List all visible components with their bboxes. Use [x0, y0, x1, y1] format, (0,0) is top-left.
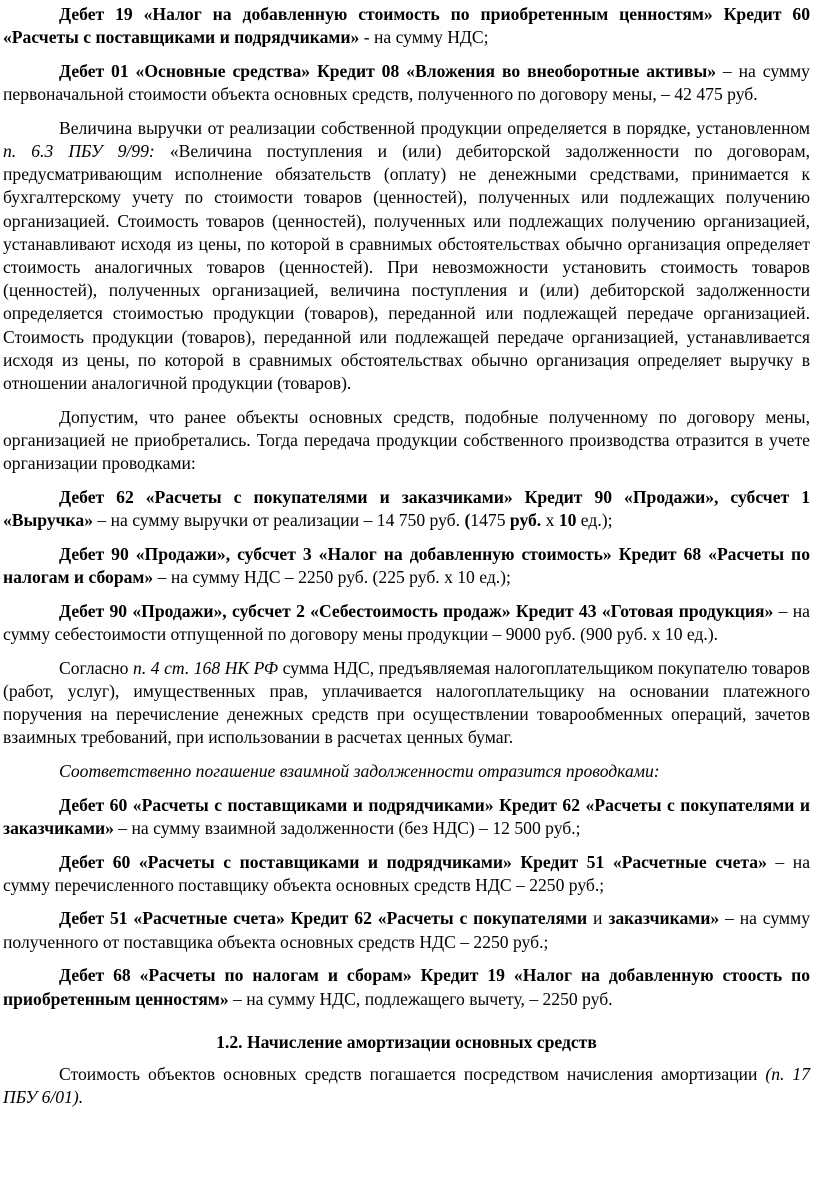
text-run: сумма НДС, предъявляемая налогоплательщиком покупателю товаров (работ, услуг), имущественных прав, уплачивается налогоплательщику на основании платежного поручения на перечисление денежных средств при осуществлении товарообменных операций, зачетов взаимных требований, при использовании в расчетах ценных бумаг.: [3, 657, 810, 748]
paragraph: [3, 794, 810, 840]
bold-text: Дебет 62 «Расчеты с покупателями и заказчиками» Кредит 90 «Продажи», субсчет 1 «Выручка»: [3, 486, 810, 531]
bold-text: Дебет 60 «Расчеты с поставщиками и подрядчиками» Кредит 62 «Расчеты с покупателями и заказчиками»: [3, 794, 810, 838]
italic-text: Соответственно погашение взаимной задолженности отразится проводками:: [59, 760, 660, 781]
text-run: ед.);: [576, 510, 613, 531]
italic-text: п. 4 ст. 168 НК РФ: [133, 657, 279, 678]
text-run: «Величина поступления и (или) дебиторской задолженности по договорам, предусматривающим исполнение обязательств (оплату) не денежными средствами, принимается к бухгалтерскому учету по стоимости товаров (ценностей), полученных или подлежащих получению организацией. Стоимость товаров (ценностей), полученных или подлежащих получению организацией, устанавливают исходя из цены, по которой в сравнимых обстоятельствах обычно организация определяет стоимость аналогичных товаров (ценностей). При невозможности установить стоимость товаров (ценностей), полученных организацией, величина поступления и (или) дебиторской задолженности определяется стоимостью продукции (товаров), переданной или подлежащей передаче организацией. Стоимость продукции (товаров), переданной или подлежащей передаче организацией, устанавливается исходя из цены, по которой в сравнимых обстоятельствах обычно организация определяет выручку в отношении аналогичной продукции (товаров).: [3, 141, 810, 394]
bold-text: Дебет 01 «Основные средства» Кредит 08 «Вложения во внеоборотные активы»: [59, 60, 717, 81]
text-run: – на сумму себестоимости отпущенной по договору мены продукции – 9000 руб. (900 руб. х 10 ед.).: [3, 600, 810, 644]
paragraph: [3, 486, 810, 532]
bold-text: Дебет 19 «Налог на добавленную стоимость по приобретенным ценностям» Кредит 60 «Расчеты с поставщиками и подрядчиками»: [3, 4, 810, 48]
bold-text: 10: [558, 510, 577, 531]
text-run: – на сумму взаимной задолженности (без НДС) – 12 500 руб.;: [113, 817, 581, 838]
text-run: – на сумму НДС, подлежащего вычету, – 2250 руб.: [228, 988, 613, 1009]
paragraph: [3, 657, 810, 750]
bold-text: Дебет 90 «Продажи», субсчет 2 «Себестоимость продаж» Кредит 43 «Готовая продукция»: [59, 600, 774, 621]
paragraph: [3, 964, 810, 1010]
paragraph: [3, 3, 810, 49]
bold-text: заказчиками»: [608, 908, 720, 929]
paragraph: [3, 60, 810, 106]
text-run: – на сумму полученного от поставщика объекта основных средств НДС – 2250 руб.;: [3, 908, 810, 952]
text-run: Согласно: [59, 657, 134, 678]
paragraph: [3, 760, 810, 783]
bold-text: Дебет 51 «Расчетные счета» Кредит 62 «Расчеты с покупателями: [59, 908, 588, 929]
text-run: 1475: [470, 510, 510, 531]
paragraph: [3, 600, 810, 646]
italic-text: (п. 17 ПБУ 6/01).: [3, 1063, 811, 1108]
text-run: х: [541, 510, 559, 531]
text-run: Величина выручки от реализации собственной продукции определяется в порядке, установленном: [59, 117, 810, 138]
text-run: – на сумму выручки от реализации – 14 750 руб.: [93, 510, 465, 531]
text-run: Стоимость объектов основных средств погашается посредством начисления амортизации: [59, 1063, 766, 1084]
text-run: – на сумму НДС – 2250 руб. (225 руб. х 10 ед.);: [153, 566, 511, 587]
bold-text: Дебет 60 «Расчеты с поставщиками и подрядчиками» Кредит 51 «Расчетные счета»: [59, 851, 767, 872]
paragraph: [3, 117, 810, 395]
italic-text: п. 6.3 ПБУ 9/99:: [3, 141, 155, 162]
section-paragraph: [3, 1063, 810, 1109]
document-body: [3, 3, 810, 1011]
paragraph: [3, 406, 810, 476]
section-heading: 1.2. Начисление амортизации основных средств: [216, 1031, 597, 1052]
text-run: – на сумму первоначальной стоимости объекта основных средств, полученного по договору мены, – 42 475 руб.: [3, 60, 810, 105]
paragraph: [3, 543, 810, 589]
text-run: - на сумму НДС;: [359, 27, 489, 48]
text-run: – на сумму перечисленного поставщику объекта основных средств НДС – 2250 руб.;: [3, 851, 811, 895]
bold-text: Дебет 68 «Расчеты по налогам и сборам» Кредит 19 «Налог на добавленную стоость по приобретенным ценностям»: [3, 965, 810, 1009]
paragraph: [3, 851, 810, 897]
bold-text: руб.: [509, 510, 542, 531]
bold-text: (: [464, 510, 471, 531]
bold-text: Дебет 90 «Продажи», субсчет 3 «Налог на добавленную стоимость» Кредит 68 «Расчеты по налогам и сборам»: [3, 543, 810, 587]
text-run: и: [587, 908, 609, 929]
paragraph: [3, 907, 810, 953]
text-run: Допустим, что ранее объекты основных средств, подобные полученному по договору мены, организацией не приобретались. Тогда передача продукции собственного производства отразится в учете организации проводками:: [3, 406, 810, 474]
